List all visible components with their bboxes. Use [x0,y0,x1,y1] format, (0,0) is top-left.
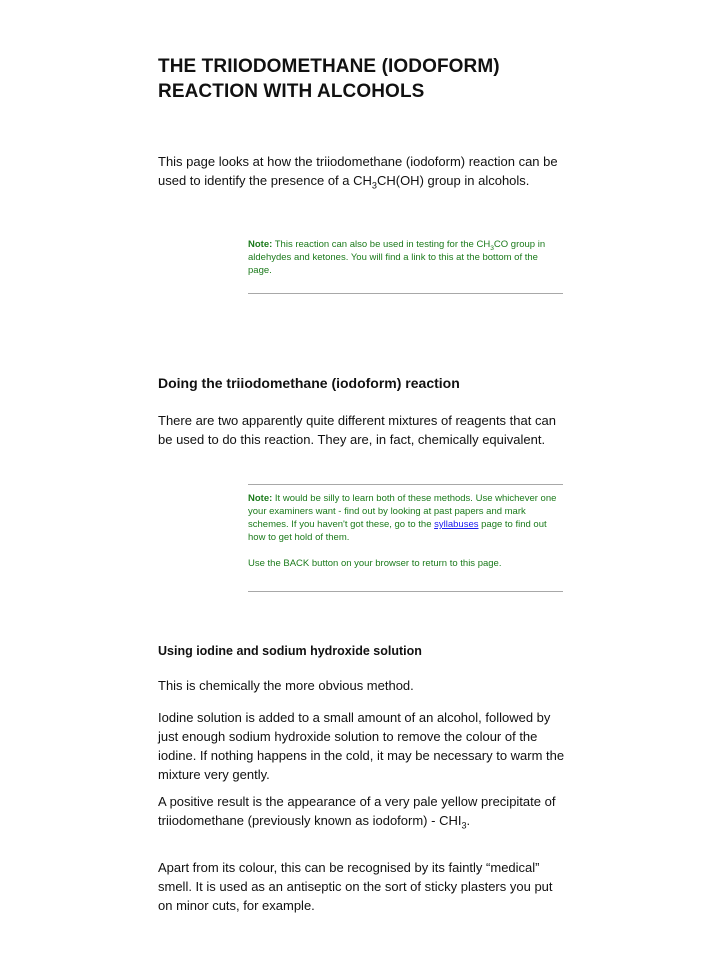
page-title-line-1: THE TRIIODOMETHANE (IODOFORM) [158,56,500,77]
note-box-methods [248,492,562,570]
note-subscript: 3 [490,244,494,252]
note-divider [248,293,563,294]
syllabuses-link[interactable]: syllabuses [434,519,479,530]
intro-subscript: 3 [371,180,377,191]
section-paragraph-reagents: There are two apparently quite different mixtures of reagents that can be used to do this reaction. They are, in fact, chemically equivalent. [158,413,556,447]
section-heading-doing-reaction: Doing the triiodomethane (iodoform) reaction [158,375,460,391]
note-box-ch3co [248,238,562,277]
note-text-after: CO group in aldehydes and ketones. You will find a link to this at the bottom of the page. [248,239,546,276]
paragraph-obvious-method: This is chemically the more obvious method. [158,678,414,693]
note-text-after: page to find out how to get hold of them. [248,519,547,543]
section-heading-iodine-naoh: Using iodine and sodium hydroxide solution [158,644,422,658]
intro-text-before: This page looks at how the triiodomethane (iodoform) reaction can be used to identify the presence of a CH [158,154,558,188]
paragraph-positive-result [158,792,568,830]
paragraph-procedure: Iodine solution is added to a small amount of an alcohol, followed by just enough sodium hydroxide solution to remove the colour of the iodine. If nothing happens in the cold, it may be necessary to warm the mixture very gently. [158,710,565,782]
page-title [158,54,618,104]
intro-paragraph [158,152,568,190]
paragraph-smell: Apart from its colour, this can be recognised by its faintly “medical” smell. It is used as an antiseptic on the sort of sticky plasters you put on minor cuts, for example. [158,860,553,913]
note-text-before: This reaction can also be used in testing for the CH [274,239,491,250]
page-title-line-2: REACTION WITH ALCOHOLS [158,81,425,102]
note-divider-bottom [248,591,563,592]
back-instruction: Use the BACK button on your browser to return to this page. [248,558,502,569]
note-divider-top [248,484,563,485]
note-label: Note: [248,239,273,250]
result-text-after: . [466,813,471,828]
note-label: Note: [248,493,273,504]
intro-text-after: CH(OH) group in alcohols. [376,173,530,188]
note-text-before: It would be silly to learn both of these methods. Use whichever one your examiners want - find out by looking at past papers and mark schemes. If you haven't got these, go to the [248,493,557,530]
result-subscript: 3 [461,820,467,831]
result-text-before: A positive result is the appearance of a very pale yellow precipitate of triiodomethane (previously known as iodoform) - CHI [158,794,556,828]
